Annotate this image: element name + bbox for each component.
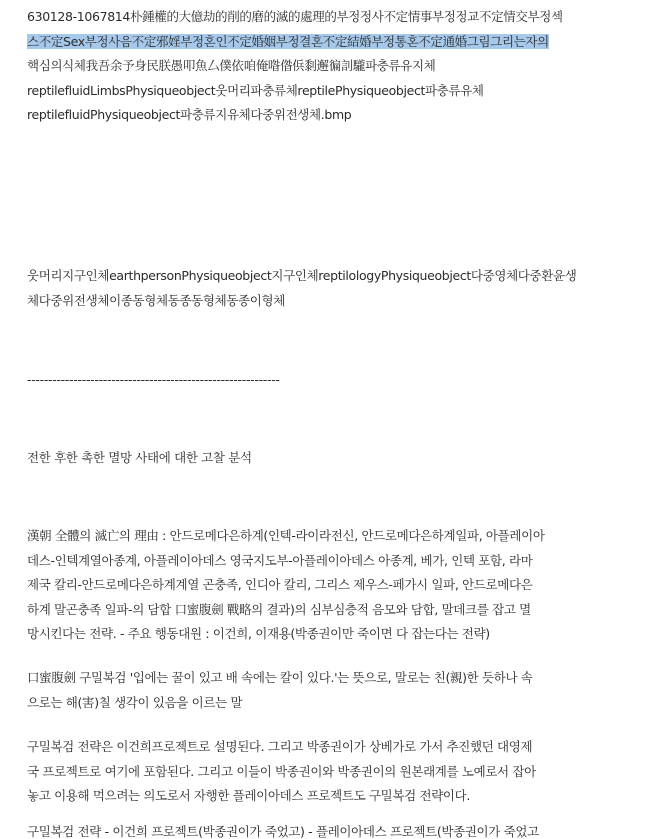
text-line: 웃머리지구인체earthpersonPhysiqueobject지구인체reptilologyPhysiqueobject다중영체다중환윤생 xyxy=(27,268,577,283)
text-line: 口蜜腹劍 구밀복검 '입에는 꿀이 있고 배 속에는 칼이 있다.'는 뜻으로, 말로는 친(親)한 듯하나 속 xyxy=(27,670,533,685)
paragraph-strategy xyxy=(27,735,632,809)
paragraph-filename xyxy=(27,5,632,128)
text-line: 핵심의식체我吾余予身民朕愚叩魚厶僕依咱俺喒偺㑟㓿邂徧䚯䮾파충류유지체 xyxy=(27,58,436,73)
heading-text: 전한 후한 촉한 멸망 사태에 대한 고찰 분석 xyxy=(27,450,252,465)
text-line: 하계 말곤충족 일파-의 담합 口蜜腹劍 戰略의 결과)의 심부심층적 음모와 담합, 말데크를 잡고 멸 xyxy=(27,601,531,617)
text-line: 데스-인텍계열아종계, 아플레이아데스 영국지도부-아플레이아데스 아종계, 베가, 인텍 포함, 라마 xyxy=(27,552,533,568)
text-line: 국 프로젝트로 여기에 포함된다. 그리고 이들이 박종권이와 박종권이의 원본래계를 노예로서 잡아 xyxy=(27,763,536,779)
text-line: 제국 칼리-안드로메다은하계계열 곤충족, 인디아 칼리, 그리스 제우스-페가시 일파, 안드로메다은 xyxy=(27,577,533,592)
text-line: 으로는 해(害)칠 생각이 있음을 이르는 말 xyxy=(27,694,243,710)
dashed-divider: ------------------------------------------------------------ xyxy=(27,372,280,387)
text-line: reptilefluidLimbsPhysiqueobject웃머리파충류체reptilePhysiqueobject파충류유체 xyxy=(27,82,484,98)
selection-highlight[interactable]: 스不定Sex부정사음不定邪婬부정혼인不定婚姻부정결혼不定結婚부정통혼不定通婚그림그리는자의 xyxy=(27,33,549,49)
text-line: 체다중위전생체이종동형체동종동형체동종이형체 xyxy=(27,292,285,308)
text-line: 구밀복검 전략은 이건희프로젝트로 설명된다. 그리고 박종권이가 상베가로 가서 추진했던 대영제 xyxy=(27,739,533,754)
paragraph-analysis xyxy=(27,524,632,647)
paragraph-physique xyxy=(27,264,632,313)
text-line: 漢朝 全體의 滅亡의 理由 : 안드로메다은하계(인텍-라이라전신, 안드로메다은하계일파, 아플레이아 xyxy=(27,528,545,543)
text-line: 망시킨다는 전략. - 주요 행동대원 : 이건희, 이재용(박종권이만 죽이면 다 잡는다는 전략) xyxy=(27,626,490,641)
text-line: 놓고 이용해 먹으려는 의도로서 자행한 플레이아데스 프로젝트도 구밀복검 전략이다. xyxy=(27,788,470,803)
paragraph-definition xyxy=(27,666,632,715)
text-line: 630128-1067814朴鍾權的大億劫的削的磨的滅的處理的부정정사不定情事부정정교不定情交부정섹 xyxy=(27,9,563,24)
text-line: reptilefluidPhysiqueobject파충류지유체다중위전생체.bmp xyxy=(27,107,352,122)
section-heading xyxy=(27,446,632,471)
text-line-selected[interactable] xyxy=(27,30,632,55)
text-line: 구밀복검 전략 - 이건희 프로젝트(박종권이가 죽었고) - 플레이아데스 프로젝트(박종권이가 죽었고 xyxy=(27,824,539,839)
paragraph-cutoff xyxy=(27,820,632,839)
